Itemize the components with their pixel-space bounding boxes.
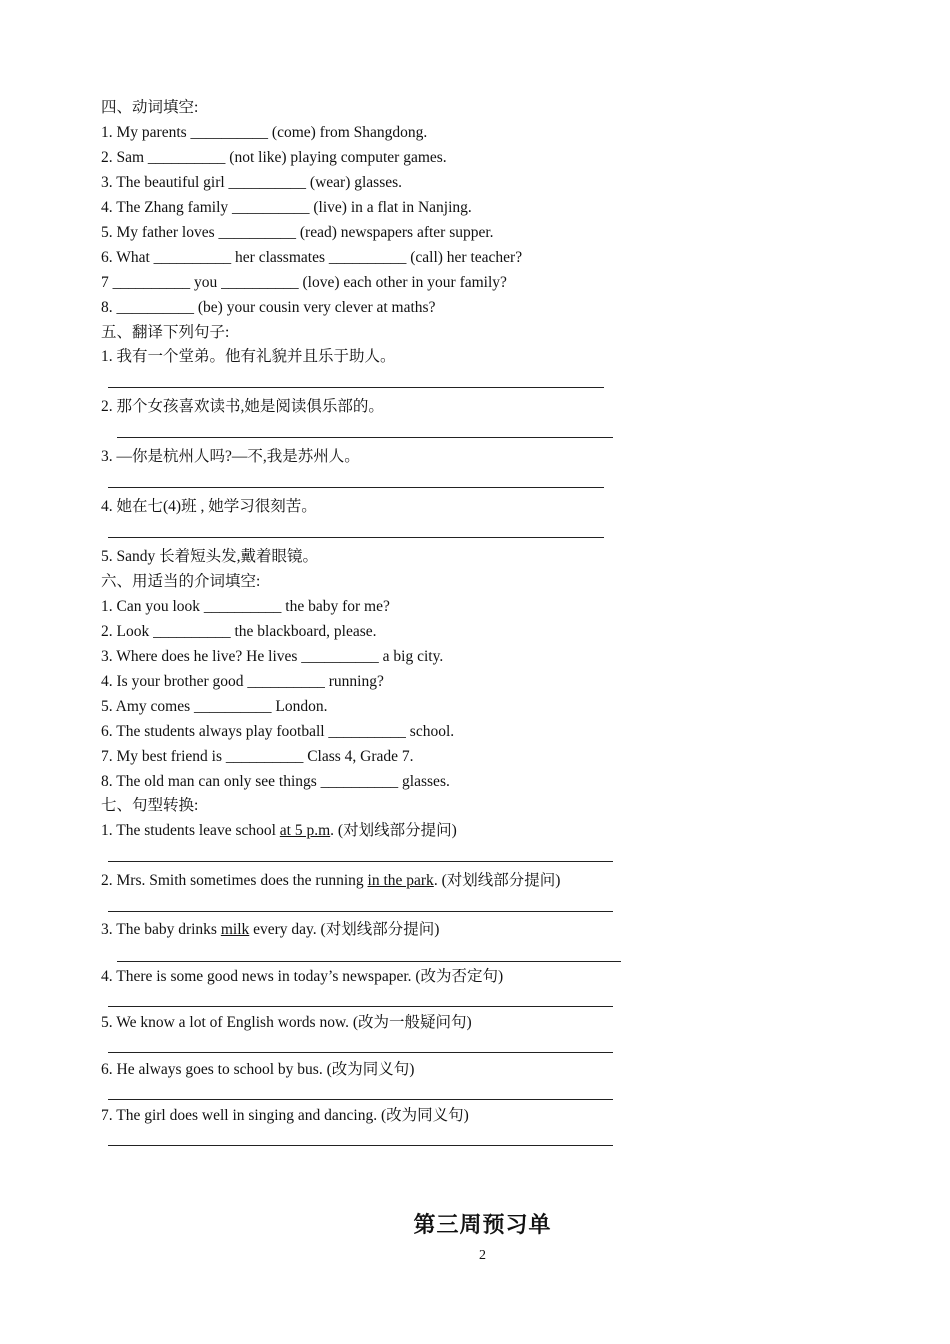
transform-item: 6. He always goes to school by bus. (改为同义句) bbox=[101, 1061, 415, 1078]
exercise-item: 2. Sam __________ (not like) playing computer games. bbox=[101, 149, 447, 166]
exercise-item: 4. Is your brother good __________ running? bbox=[101, 673, 384, 690]
transform-item: 3. The baby drinks milk every day. (对划线部分提问) bbox=[101, 921, 440, 938]
underlined-part: at 5 p.m bbox=[279, 822, 331, 839]
answer-line bbox=[108, 1006, 613, 1007]
exercise-item: 3. Where does he live? He lives __________ a big city. bbox=[101, 648, 444, 665]
answer-line bbox=[108, 861, 613, 862]
translation-item: 4. 她在七(4)班 , 她学习很刻苦。 bbox=[101, 498, 317, 515]
answer-line bbox=[108, 387, 604, 388]
section-heading: 六、用适当的介词填空: bbox=[101, 573, 261, 590]
exercise-item: 6. What __________ her classmates __________ (call) her teacher? bbox=[101, 249, 523, 266]
exercise-item: 8. __________ (be) your cousin very clever at maths? bbox=[101, 299, 436, 316]
answer-line bbox=[117, 961, 621, 962]
exercise-item: 2. Look __________ the blackboard, please. bbox=[101, 623, 377, 640]
section-heading: 七、句型转换: bbox=[101, 797, 199, 814]
exercise-item: 5. Amy comes __________ London. bbox=[101, 698, 328, 715]
exercise-item: 1. Can you look __________ the baby for me? bbox=[101, 598, 390, 615]
answer-line bbox=[108, 1145, 613, 1146]
answer-line bbox=[108, 911, 613, 912]
next-section-title: 第三周预习单 bbox=[413, 1212, 552, 1237]
underlined-part: in the park bbox=[367, 872, 434, 889]
translation-item: 5. Sandy 长着短头发,戴着眼镜。 bbox=[101, 548, 319, 565]
translation-item: 3. —你是杭州人吗?—不,我是苏州人。 bbox=[101, 448, 360, 465]
transform-item: 4. There is some good news in today’s newspaper. (改为否定句) bbox=[101, 968, 504, 985]
underlined-part: milk bbox=[220, 921, 250, 938]
exercise-item: 6. The students always play football __________ school. bbox=[101, 723, 455, 740]
section-heading: 四、动词填空: bbox=[101, 99, 199, 116]
translation-item: 2. 那个女孩喜欢读书,她是阅读俱乐部的。 bbox=[101, 398, 384, 415]
transform-item: 2. Mrs. Smith sometimes does the running in the park. (对划线部分提问) bbox=[101, 872, 561, 889]
answer-line bbox=[108, 537, 604, 538]
translation-item: 1. 我有一个堂弟。他有礼貌并且乐于助人。 bbox=[101, 348, 396, 365]
transform-item: 1. The students leave school at 5 p.m. (对划线部分提问) bbox=[101, 822, 457, 839]
exercise-item: 7. My best friend is __________ Class 4, Grade 7. bbox=[101, 748, 414, 765]
page-number: 2 bbox=[479, 1248, 486, 1263]
answer-line bbox=[108, 1052, 613, 1053]
transform-item: 7. The girl does well in singing and dancing. (改为同义句) bbox=[101, 1107, 469, 1124]
answer-line bbox=[108, 487, 604, 488]
transform-item: 5. We know a lot of English words now. (改为一般疑问句) bbox=[101, 1014, 472, 1031]
exercise-item: 3. The beautiful girl __________ (wear) glasses. bbox=[101, 174, 403, 191]
answer-line bbox=[117, 437, 613, 438]
exercise-item: 8. The old man can only see things __________ glasses. bbox=[101, 773, 450, 790]
exercise-item: 4. The Zhang family __________ (live) in a flat in Nanjing. bbox=[101, 199, 472, 216]
exercise-item: 5. My father loves __________ (read) newspapers after supper. bbox=[101, 224, 494, 241]
exercise-item: 1. My parents __________ (come) from Shangdong. bbox=[101, 124, 428, 141]
exercise-item: 7 __________ you __________ (love) each other in your family? bbox=[101, 274, 507, 291]
answer-line bbox=[108, 1099, 613, 1100]
section-heading: 五、翻译下列句子: bbox=[101, 324, 230, 341]
